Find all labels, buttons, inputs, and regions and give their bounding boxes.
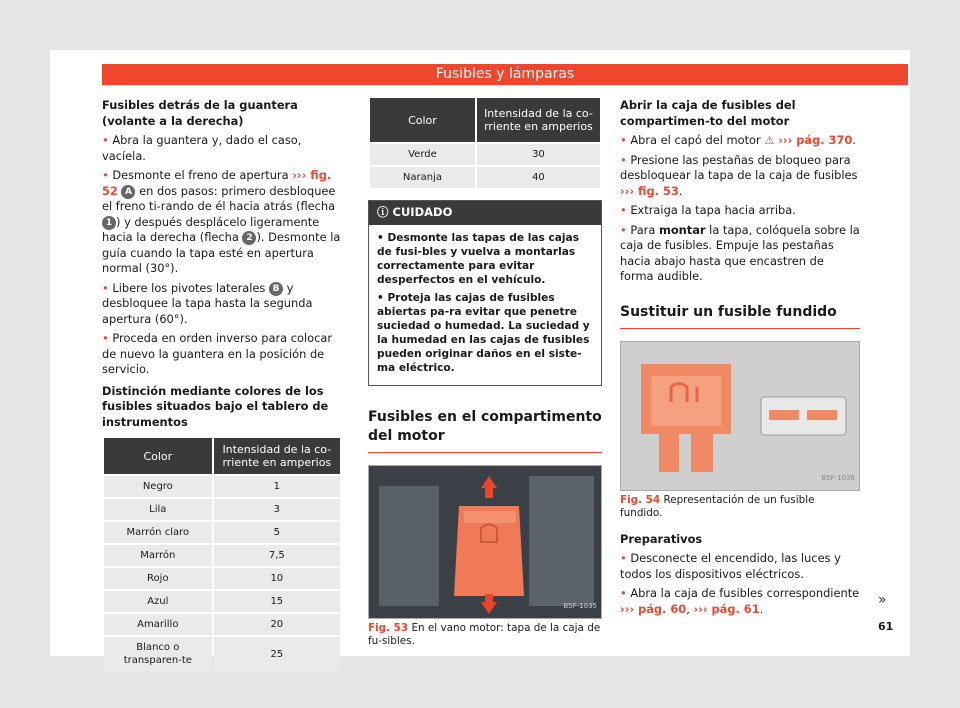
bullet-item: • Abra la caja de fusibles correspondiente ››› pág. 60, ››› pág. 61. [620,586,860,616]
bullet-item: • Desmonte el freno de apertura ››› fig. 52 A en dos pasos: primero desbloquee el freno ti-rando de él hacia atrás (flecha 1 ) y después desplácelo ligeramente hacia la derecha (flecha 2 ). Desmonte la guía cuando la tapa esté en apertura normal (30°). [102,168,341,275]
fuse-color-table [102,438,342,671]
table-row [104,474,340,497]
color-cell: Verde [370,142,475,165]
caution-item: • Desmonte las tapas de las cajas de fusi-bles y vuelva a montarlas correctamente para evitar desperfectos en el vehículo. [377,231,580,286]
color-cell: Amarillo [104,612,212,635]
warning-icon: ⚠ [764,133,775,147]
table-header: Color [370,98,475,142]
column-left [102,98,342,671]
caution-title: ⓘ CUIDADO [369,201,601,225]
table-row [104,543,340,566]
figure-54 [620,341,860,491]
table-row [104,635,340,671]
figure-caption: Fig. 53 En el vano motor: tapa de la caja de fu-sibles. [368,621,601,647]
amperage-cell: 25 [214,635,340,671]
color-cell: Blanco o transparen-te [104,635,212,671]
section-heading-open-box: Abrir la caja de fusibles del compartimen-to del motor [620,98,796,128]
caution-box [368,200,602,386]
figure-53 [368,465,602,619]
section-title-engine: Fusibles en el compartimento del motor [368,408,602,453]
bullet-item: • Libere los pivotes laterales B y desbloquee la tapa hasta la segunda apertura (60°). [102,280,313,326]
color-cell: Naranja [370,165,475,188]
figure-code: B5F-1036 [821,474,855,482]
table-row [370,165,600,188]
color-cell: Negro [104,474,212,497]
marker-1: 1 [102,216,116,230]
bullet-item: • Extraiga la tapa hacia arriba. [620,203,796,217]
table-header: Intensidad de la co-rriente en amperios [214,438,340,474]
figure-caption: Fig. 54 Representación de un fusible fundido. [620,493,815,519]
page-link[interactable]: ››› pág. 61 [693,601,760,616]
marker-2: 2 [242,231,256,245]
bullet-item: • Desconecte el encendido, las luces y todos los dispositivos eléctricos. [620,551,841,581]
amperage-cell: 15 [214,589,340,612]
table-row [104,520,340,543]
marker-a: A [121,185,135,199]
table-header: Color [104,438,212,474]
column-middle [368,98,602,648]
amperage-cell: 1 [214,474,340,497]
color-cell: Marrón claro [104,520,212,543]
amperage-cell: 40 [477,165,600,188]
figure-link[interactable]: ››› fig. 52 [102,168,332,198]
bullet-item: • Presione las pestañas de bloqueo para desbloquear la tapa de la caja de fusibles ››› fig. 53. [620,152,858,198]
bullet-item: • Abra la guantera y, dado el caso, vacíela. [102,133,302,163]
page-link[interactable]: ››› pág. 370 [778,133,853,147]
bullet-item: • Para montar la tapa, colóquela sobre la caja de fusibles. Empuje las pestañas hacia abajo hasta que encastren de forma audible. [620,222,860,283]
caution-item: • Proteja las cajas de fusibles abiertas pa-ra evitar que penetre suciedad o humedad. La suciedad y la humedad en las cajas de fusibles pueden originar daños en el siste-ma eléctrico. [377,291,590,374]
engine-fusebox-image [369,466,601,618]
page [50,50,910,666]
chapter-header: Fusibles y lámparas [102,64,908,85]
amperage-cell: 30 [477,142,600,165]
page-link[interactable]: ››› pág. 60 [620,601,687,616]
figure-code: B5F-1035 [563,602,597,610]
bullet-item: • Proceda en orden inverso para colocar de nuevo la guantera en la posición de servicio. [102,331,333,376]
color-cell: Azul [104,589,212,612]
table-row [370,142,600,165]
amperage-cell: 5 [214,520,340,543]
blown-fuse-image [621,342,859,490]
section-title-replace: Sustituir un fusible fundido [620,303,860,329]
marker-b: B [269,282,283,296]
column-right [620,98,860,621]
table-row [104,497,340,520]
figure-link[interactable]: ››› fig. 53 [620,183,679,198]
amperage-cell: 10 [214,566,340,589]
prep-heading: Preparativos [620,531,703,546]
color-cell: Lila [104,497,212,520]
color-cell: Rojo [104,566,212,589]
amperage-cell: 20 [214,612,340,635]
page-number: 61 [878,620,894,633]
table-header: Intensidad de la co-rriente en amperios [477,98,600,142]
continue-mark: » [878,592,887,608]
color-cell: Marrón [104,543,212,566]
bullet-item: • Abra el capó del motor ⚠ ››› pág. 370. [620,133,856,147]
amperage-cell: 3 [214,497,340,520]
table-row [104,589,340,612]
table-row [104,612,340,635]
caution-icon: ⓘ [377,205,393,219]
table-row [104,566,340,589]
table-heading: Distinción mediante colores de los fusibles situados bajo el tablero de instrumentos [102,383,329,429]
fuse-color-table-cont [368,98,602,188]
amperage-cell: 7,5 [214,543,340,566]
section-heading-glovebox: Fusibles detrás de la guantera (volante a la derecha) [102,98,298,128]
